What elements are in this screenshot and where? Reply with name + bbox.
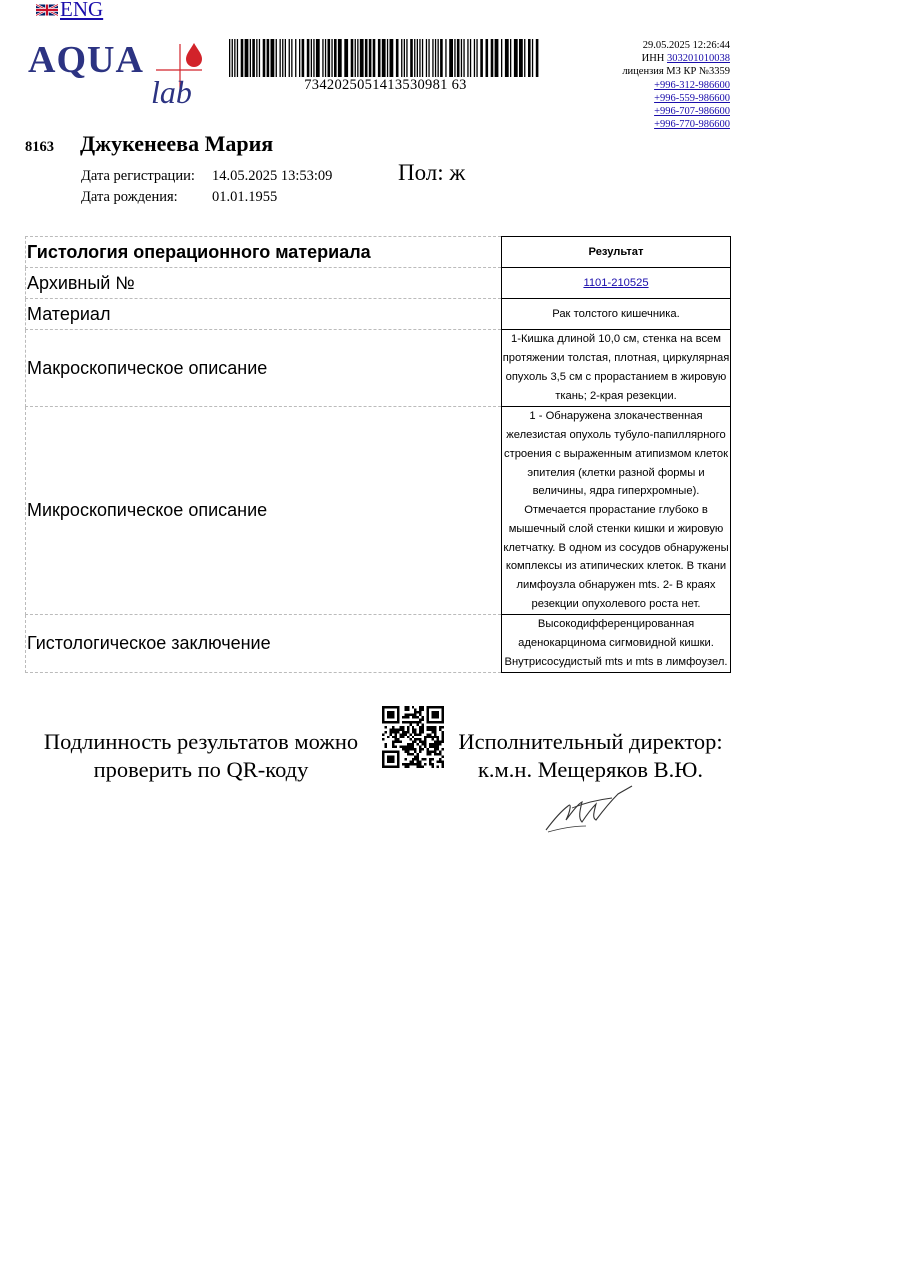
- director-block: [449, 728, 732, 784]
- phone-link[interactable]: +996-312-986600: [654, 79, 730, 91]
- row-label: Материал: [26, 299, 502, 330]
- logo-word-lab: lab: [151, 74, 192, 110]
- barcode-number: 7342025051413530981 63: [304, 77, 467, 93]
- patient-id: 8163: [25, 139, 54, 155]
- patient-name: Джукенеева Мария: [80, 131, 274, 156]
- row-label: Архивный №: [26, 268, 502, 299]
- director-name: к.м.н. Мещеряков В.Ю.: [478, 757, 703, 782]
- row-value: Высокодифференцированная аденокарцинома сигмовидной кишки. Внутрисосудистый mts и mts в лимфоузел.: [502, 615, 731, 673]
- archive-number-link[interactable]: 1101-210525: [583, 276, 649, 289]
- row-value: 1-Кишка длиной 10,0 см, стенка на всем протяжении толстая, плотная, циркулярная опухоль 3,5 см с прорастанием в жировую ткань; 2-края резекции.: [502, 330, 731, 407]
- table-row: [26, 299, 731, 330]
- phone-link[interactable]: +996-770-986600: [654, 119, 730, 131]
- language-switch[interactable]: [36, 0, 103, 22]
- uk-flag-icon: [36, 3, 58, 17]
- birth-date-label: Дата рождения:: [81, 189, 178, 205]
- row-label: Макроскопическое описание: [26, 330, 502, 407]
- phone-link[interactable]: +996-707-986600: [654, 106, 730, 118]
- header-info: [622, 39, 730, 131]
- table-header-row: [26, 237, 731, 268]
- birth-date-value: 01.01.1955: [212, 189, 278, 205]
- table-title: Гистология операционного материала: [26, 237, 502, 268]
- table-row: [26, 407, 731, 615]
- aqualab-logo: [28, 38, 203, 113]
- qr-code[interactable]: [382, 706, 444, 768]
- row-value: Рак толстого кишечника.: [502, 299, 731, 330]
- print-datetime: 29.05.2025 12:26:44: [642, 40, 730, 51]
- results-table: [25, 236, 731, 673]
- phone-link[interactable]: +996-559-986600: [654, 92, 730, 104]
- verification-line: проверить по QR-коду: [93, 757, 309, 782]
- inn-line: [622, 52, 730, 65]
- row-value: 1 - Обнаружена злокачественная железистая опухоль тубуло-папиллярного строения с выраженным атипизмом клеток эпителия (клетки разной формы и величины, ядра гиперхромные). Отмечается прорастание глубоко в мышечный слой стенки кишки и жировую клетчатку. В одном из сосудов обнаружены комплексы из атипических клеток. В ткани лимфоузла обнаружен mts. 2- В краях резекции опухолевого роста нет.: [502, 407, 731, 615]
- eng-link[interactable]: ENG: [60, 0, 104, 21]
- result-column-header: Результат: [502, 237, 731, 268]
- barcode: [229, 39, 542, 77]
- signature-image: [542, 782, 637, 834]
- registration-date-label: Дата регистрации:: [81, 168, 195, 184]
- row-label: Микроскопическое описание: [26, 407, 502, 615]
- table-row: [26, 615, 731, 673]
- verification-note: [34, 728, 368, 784]
- patient-sex: Пол: ж: [398, 160, 466, 185]
- license-text: лицензия МЗ КР №3359: [622, 66, 730, 78]
- registration-date-value: 14.05.2025 13:53:09: [212, 168, 333, 184]
- logo-word-aqua: AQUA: [28, 39, 144, 81]
- table-row: [26, 330, 731, 407]
- table-row: [26, 268, 731, 299]
- inn-link[interactable]: 303201010038: [667, 53, 730, 65]
- director-title: Исполнительный директор:: [458, 729, 723, 754]
- row-label: Гистологическое заключение: [26, 615, 502, 673]
- verification-line: Подлинность результатов можно: [43, 729, 359, 754]
- row-value-cell: [502, 268, 731, 299]
- inn-label: ИНН: [641, 53, 665, 65]
